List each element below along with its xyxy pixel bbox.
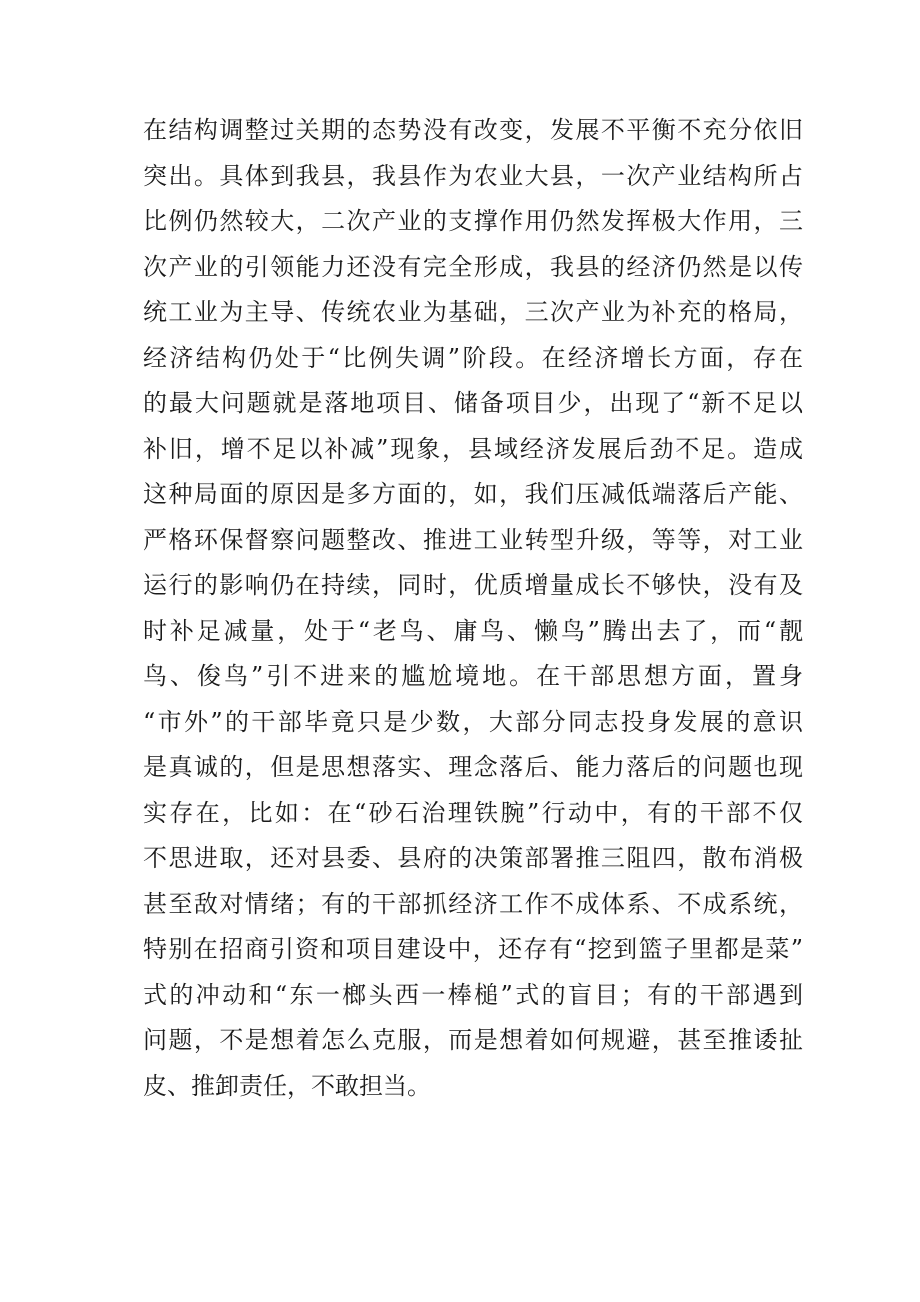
paragraph-line: 问题，不是想着怎么克服，而是想着如何规避，甚至推诿扯 — [143, 1026, 803, 1054]
paragraph-line: 实存在，比如：在“砂石治理铁腕”行动中，有的干部不仅 — [143, 798, 803, 827]
paragraph-line: 次产业的引领能力还没有完全形成，我县的经济仍然是以传 — [143, 252, 803, 281]
paragraph-line: 补旧，增不足以补减”现象，县域经济发展后劲不足。造成 — [143, 434, 803, 463]
paragraph-line: 这种局面的原因是多方面的，如，我们压减低端落后产能、 — [143, 480, 803, 508]
paragraph-line: 是真诚的，但是思想落实、理念落后、能力落后的问题也现 — [143, 753, 803, 781]
paragraph-line: 特别在招商引资和项目建设中，还存有“挖到篮子里都是菜” — [143, 935, 803, 963]
paragraph-line: 鸟、俊鸟”引不进来的尴尬境地。在干部思想方面，置身 — [143, 662, 803, 690]
paragraph-line: “市外”的干部毕竟只是少数，大部分同志投身发展的意识 — [143, 707, 803, 736]
paragraph-line: 比例仍然较大，二次产业的支撑作用仍然发挥极大作用，三 — [143, 207, 803, 235]
paragraph-line: 运行的影响仍在持续，同时，优质增量成长不够快，没有及 — [143, 571, 803, 599]
paragraph-line: 的最大问题就是落地项目、储备项目少，出现了“新不足以 — [143, 389, 803, 417]
paragraph-line: 甚至敌对情绪；有的干部抓经济工作不成体系、不成系统， — [143, 889, 803, 918]
body-paragraph — [143, 108, 803, 1109]
paragraph-line-last: 皮、推卸责任，不敢担当。 — [143, 1071, 431, 1100]
paragraph-line: 不思进取，还对县委、县府的决策部署推三阻四，散布消极 — [143, 844, 803, 872]
paragraph-line: 严格环保督察问题整改、推进工业转型升级，等等，对工业 — [143, 525, 803, 554]
paragraph-line: 突出。具体到我县，我县作为农业大县，一次产业结构所占 — [143, 161, 803, 190]
paragraph-line: 式的冲动和“东一榔头西一棒槌”式的盲目；有的干部遇到 — [143, 980, 803, 1009]
paragraph-line: 在结构调整过关期的态势没有改变，发展不平衡不充分依旧 — [143, 116, 803, 144]
paragraph-line: 统工业为主导、传统农业为基础，三次产业为补充的格局， — [143, 298, 803, 326]
paragraph-line: 经济结构仍处于“比例失调”阶段。在经济增长方面，存在 — [143, 343, 803, 372]
paragraph-line: 时补足减量，处于“老鸟、庸鸟、懒鸟”腾出去了，而“靓 — [143, 616, 803, 645]
